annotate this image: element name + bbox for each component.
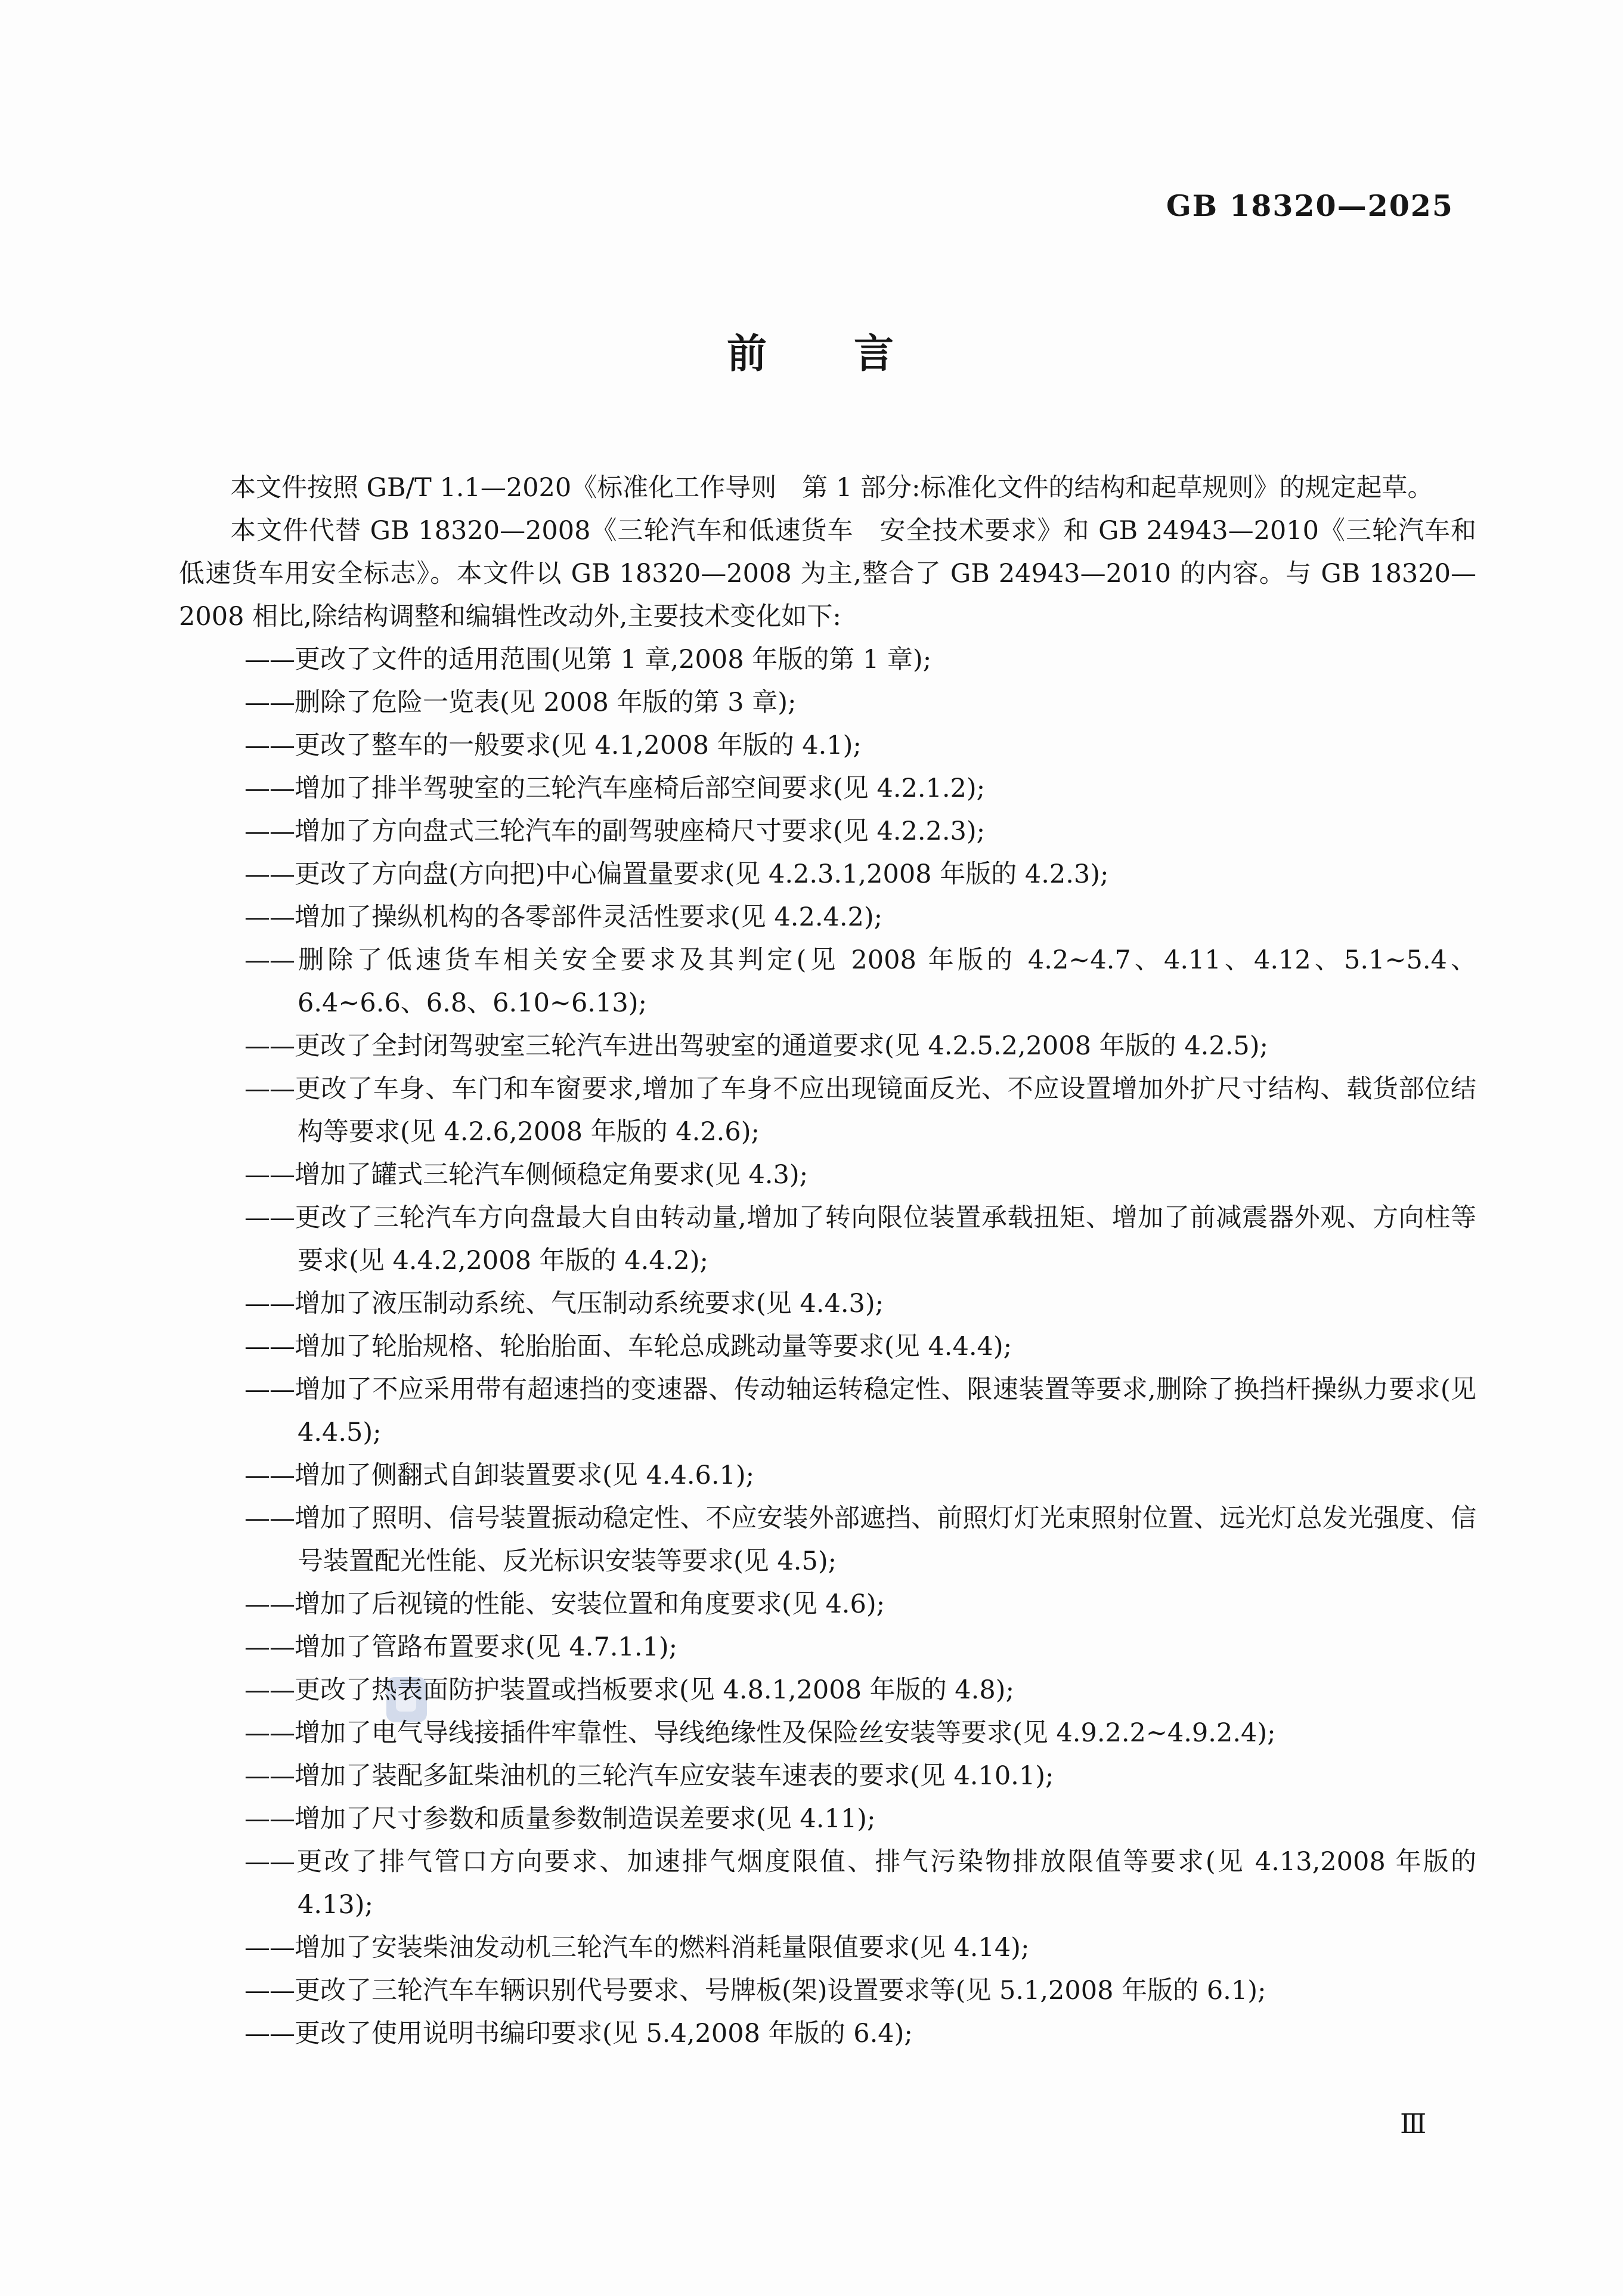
change-text: 增加了方向盘式三轮汽车的副驾驶座椅尺寸要求(见 4.2.2.3); <box>295 816 986 846</box>
change-list-item <box>179 724 1476 767</box>
changes-list <box>179 638 1476 2055</box>
change-text: 增加了后视镜的性能、安装位置和角度要求(见 4.6); <box>295 1589 885 1619</box>
change-list-item <box>179 1755 1476 1797</box>
change-text: 更改了整车的一般要求(见 4.1,2008 年版的 4.1); <box>295 731 862 760</box>
change-text: 增加了不应采用带有超速挡的变速器、传动轴运转稳定性、限速装置等要求,删除了换挡杆操纵力要求(见 4.4.5); <box>295 1375 1476 1447</box>
dash-prefix: —— <box>244 1074 295 1104</box>
dash-prefix: —— <box>244 1718 295 1748</box>
dash-prefix: —— <box>244 1761 295 1791</box>
change-list-item <box>179 1497 1476 1583</box>
change-text: 删除了低速货车相关安全要求及其判定(见 2008 年版的 4.2~4.7、4.11、4.12、5.1~5.4、6.4~6.6、6.8、6.10~6.13); <box>295 945 1476 1018</box>
dash-prefix: —— <box>244 1031 295 1061</box>
change-text: 更改了三轮汽车方向盘最大自由转动量,增加了转向限位装置承载扭矩、增加了前减震器外观、方向柱等要求(见 4.4.2,2008 年版的 4.4.2); <box>295 1203 1476 1276</box>
change-list-item <box>179 896 1476 939</box>
dash-prefix: —— <box>244 816 295 846</box>
change-list-item <box>179 1368 1476 1454</box>
dash-prefix: —— <box>244 1375 295 1404</box>
change-text: 增加了侧翻式自卸装置要求(见 4.4.6.1); <box>295 1460 755 1490</box>
dash-prefix: —— <box>244 859 295 889</box>
change-list-item <box>179 2012 1476 2055</box>
change-text: 更改了方向盘(方向把)中心偏置量要求(见 4.2.3.1,2008 年版的 4.2.3); <box>295 859 1109 889</box>
change-text: 更改了排气管口方向要求、加速排气烟度限值、排气污染物排放限值等要求(见 4.13,2008 年版的 4.13); <box>295 1847 1476 1920</box>
change-text: 增加了轮胎规格、轮胎胎面、车轮总成跳动量等要求(见 4.4.4); <box>295 1332 1012 1361</box>
dash-prefix: —— <box>244 731 295 760</box>
change-list-item <box>179 1712 1476 1755</box>
change-text: 更改了三轮汽车车辆识别代号要求、号牌板(架)设置要求等(见 5.1,2008 年版的 6.1); <box>295 1976 1266 2006</box>
foreword-body <box>179 466 1476 2055</box>
change-text: 更改了文件的适用范围(见第 1 章,2008 年版的第 1 章); <box>295 645 932 674</box>
dash-prefix: —— <box>244 1804 295 1834</box>
change-text: 增加了操纵机构的各零部件灵活性要求(见 4.2.4.2); <box>295 902 883 932</box>
change-text: 更改了车身、车门和车窗要求,增加了车身不应出现镜面反光、不应设置增加外扩尺寸结构、载货部位结构等要求(见 4.2.6,2008 年版的 4.2.6); <box>295 1074 1476 1147</box>
change-list-item <box>179 1583 1476 1626</box>
change-list-item <box>179 1840 1476 1926</box>
page-title: 前 言 <box>727 330 896 377</box>
change-text: 更改了使用说明书编印要求(见 5.4,2008 年版的 6.4); <box>295 2019 913 2049</box>
dash-prefix: —— <box>244 688 295 717</box>
change-text: 增加了管路布置要求(见 4.7.1.1); <box>295 1632 678 1662</box>
change-text: 增加了罐式三轮汽车侧倾稳定角要求(见 4.3); <box>295 1160 809 1190</box>
change-text: 增加了电气导线接插件牢靠性、导线绝缘性及保险丝安装等要求(见 4.9.2.2~4.9.2.4); <box>295 1718 1276 1748</box>
dash-prefix: —— <box>244 1289 295 1319</box>
change-list-item <box>179 853 1476 896</box>
standard-number: GB 18320—2025 <box>1166 188 1454 223</box>
change-text: 增加了排半驾驶室的三轮汽车座椅后部空间要求(见 4.2.1.2); <box>295 773 986 803</box>
dash-prefix: —— <box>244 2019 295 2049</box>
dash-prefix: —— <box>244 1632 295 1662</box>
dash-prefix: —— <box>244 945 295 975</box>
change-text: 增加了尺寸参数和质量参数制造误差要求(见 4.11); <box>295 1804 876 1834</box>
dash-prefix: —— <box>244 1675 295 1705</box>
change-list-item <box>179 767 1476 810</box>
change-list-item <box>179 1282 1476 1325</box>
change-text: 删除了危险一览表(见 2008 年版的第 3 章); <box>295 688 797 717</box>
dash-prefix: —— <box>244 1460 295 1490</box>
change-list-item <box>179 1025 1476 1067</box>
dash-prefix: —— <box>244 1332 295 1361</box>
change-text: 更改了全封闭驾驶室三轮汽车进出驾驶室的通道要求(见 4.2.5.2,2008 年版的 4.2.5); <box>295 1031 1268 1061</box>
dash-prefix: —— <box>244 1933 295 1963</box>
change-list-item <box>179 1797 1476 1840</box>
change-list-item <box>179 810 1476 853</box>
change-list-item <box>179 1067 1476 1153</box>
dash-prefix: —— <box>244 645 295 674</box>
change-list-item <box>179 1926 1476 1969</box>
change-list-item <box>179 681 1476 724</box>
foreword-paragraph-2: 本文件代替 GB 18320—2008《三轮汽车和低速货车 安全技术要求》和 GB 24943—2010《三轮汽车和低速货车用安全标志》。本文件以 GB 18320—2008 为主,整合了 GB 24943—2010 的内容。与 GB 18320—2008 相比,除结构调整和编辑性改动外,主要技术变化如下: <box>179 516 1476 632</box>
change-text: 增加了液压制动系统、气压制动系统要求(见 4.4.3); <box>295 1289 884 1319</box>
change-list-item <box>179 1153 1476 1196</box>
change-list-item <box>179 638 1476 681</box>
dash-prefix: —— <box>244 773 295 803</box>
change-list-item <box>179 1196 1476 1282</box>
dash-prefix: —— <box>244 1503 295 1533</box>
page-number: Ⅲ <box>1400 2108 1427 2140</box>
change-text: 增加了安装柴油发动机三轮汽车的燃料消耗量限值要求(见 4.14); <box>295 1933 1030 1963</box>
dash-prefix: —— <box>244 1976 295 2006</box>
change-list-item <box>179 1454 1476 1497</box>
change-list-item <box>179 1325 1476 1368</box>
change-list-item <box>179 1969 1476 2012</box>
dash-prefix: —— <box>244 1160 295 1190</box>
dash-prefix: —— <box>244 902 295 932</box>
dash-prefix: —— <box>244 1203 295 1233</box>
change-text: 增加了照明、信号装置振动稳定性、不应安装外部遮挡、前照灯灯光束照射位置、远光灯总发光强度、信号装置配光性能、反光标识安装等要求(见 4.5); <box>295 1503 1476 1576</box>
change-list-item <box>179 1669 1476 1712</box>
dash-prefix: —— <box>244 1847 295 1877</box>
foreword-paragraph-1: 本文件按照 GB/T 1.1—2020《标准化工作导则 第 1 部分:标准化文件的结构和起草规则》的规定起草。 <box>230 473 1433 503</box>
change-text: 增加了装配多缸柴油机的三轮汽车应安装车速表的要求(见 4.10.1); <box>295 1761 1054 1791</box>
change-text: 更改了热表面防护装置或挡板要求(见 4.8.1,2008 年版的 4.8); <box>295 1675 1014 1705</box>
dash-prefix: —— <box>244 1589 295 1619</box>
change-list-item <box>179 1626 1476 1669</box>
change-list-item <box>179 939 1476 1025</box>
